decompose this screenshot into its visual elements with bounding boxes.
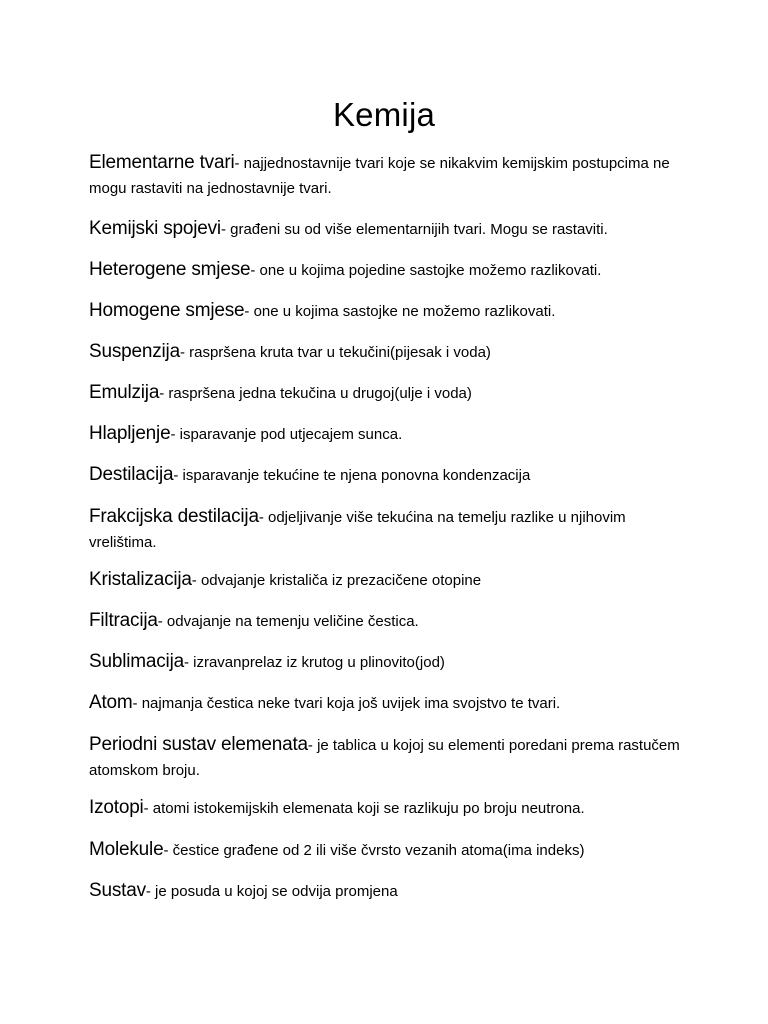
page-title: Kemija (332, 96, 436, 133)
term: Hlapljenje (89, 423, 171, 444)
term: Kemijski spojevi (89, 218, 221, 239)
definition: - atomi istokemijskih elemenata koji se razlikuju po broju neutrona. (143, 800, 585, 817)
definition-entry (89, 504, 689, 555)
term: Frakcijska destilacija (89, 506, 259, 527)
definition: - raspršena jedna tekučina u drugoj(ulje i voda) (159, 385, 472, 402)
definition-entry (89, 732, 689, 783)
term: Atom (89, 692, 133, 713)
definition: - odvajanje kristaliča iz prezacičene otopine (191, 572, 482, 589)
definition-entry (89, 216, 689, 242)
definition: - građeni su od više elementarnijih tvari. Mogu se rastaviti. (220, 221, 608, 238)
term: Elementarne tvari (89, 152, 235, 173)
definition-entry (89, 878, 689, 904)
definition-entry (89, 462, 689, 488)
definition: - odjeljivanje više tekućina na temelju razlike u njihovim vrelištima. (89, 509, 626, 551)
term: Suspenzija (89, 341, 180, 362)
term: Heterogene smjese (89, 259, 251, 280)
definition-entry (89, 649, 689, 675)
definition: - isparavanje pod utjecajem sunca. (170, 426, 403, 443)
definition-entry (89, 837, 689, 863)
definition: - izravanprelaz iz krutog u plinovito(jod) (183, 654, 445, 671)
definition-entry (89, 795, 689, 821)
definition-entry (89, 567, 689, 593)
term: Homogene smjese (89, 300, 245, 321)
definition: - čestice građene od 2 ili više čvrsto vezanih atoma(ima indeks) (163, 842, 585, 859)
term: Periodni sustav elemenata (89, 734, 308, 755)
definition: - isparavanje tekućine te njena ponovna kondenzacija (173, 467, 531, 484)
definition: - one u kojima sastojke ne možemo razlikovati. (244, 303, 556, 320)
definition: - odvajanje na temenju veličine čestica. (157, 613, 419, 630)
term: Kristalizacija (89, 569, 192, 590)
definition-entry (89, 380, 689, 406)
definition-entry (89, 298, 689, 324)
term: Destilacija (89, 464, 174, 485)
definition-entry (89, 690, 689, 716)
term: Sublimacija (89, 651, 184, 672)
definition-entry (89, 150, 689, 201)
definition: - najjednostavnije tvari koje se nikakvim kemijskim postupcima ne mogu rastaviti na jednostavnije tvari. (89, 155, 670, 197)
term: Sustav (89, 880, 146, 901)
definition: - raspršena kruta tvar u tekučini(pijesak i voda) (179, 344, 491, 361)
definition: - je posuda u kojoj se odvija promjena (145, 883, 398, 900)
term: Emulzija (89, 382, 160, 403)
definition-entry (89, 421, 689, 447)
definition: - one u kojima pojedine sastojke možemo razlikovati. (250, 262, 602, 279)
definition: - najmanja čestica neke tvari koja još uvijek ima svojstvo te tvari. (132, 695, 561, 712)
definition-entry (89, 608, 689, 634)
definition-entry (89, 339, 689, 365)
definition-entry (89, 257, 689, 283)
definition: - je tablica u kojoj su elementi poredani prema rastučem atomskom broju. (89, 737, 680, 779)
term: Molekule (89, 839, 164, 860)
term: Izotopi (89, 797, 144, 818)
term: Filtracija (89, 610, 158, 631)
